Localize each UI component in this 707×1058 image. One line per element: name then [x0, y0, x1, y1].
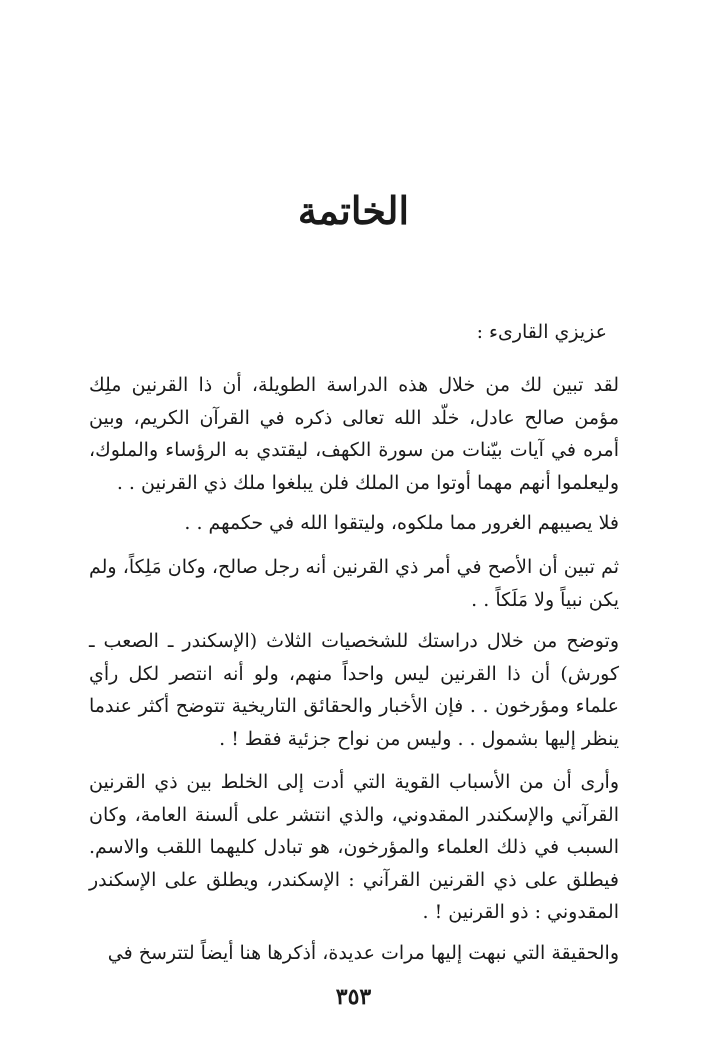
paragraph-4	[89, 625, 619, 755]
paragraph-text: لقد تبين لك من خلال هذه الدراسة الطويلة، أن ذا القرنين ملِك مؤمن صالح عادل، خلّد الله تعالى ذكره في القرآن الكريم، وبين أمره في آيات بيّنات من سورة الكهف، ليقتدي به الرؤساء والملوك، وليعلموا أنهم مهما أوتوا من الملك فلن يبلغوا ملك ذي القرنين . .	[89, 374, 619, 494]
paragraph-3	[89, 551, 619, 616]
paragraph-1	[89, 369, 619, 499]
page-number: ٣٥٣	[335, 984, 372, 1010]
salutation: عزيزي القارىء :	[476, 321, 607, 343]
paragraph-text: فلا يصيبهم الغرور مما ملكوه، وليتقوا الله في حكمهم . .	[184, 512, 619, 534]
paragraph-text: ثم تبين أن الأصح في أمر ذي القرنين أنه رجل صالح، وكان مَلِكاً، ولم يكن نبياً ولا مَلَكاً . .	[89, 556, 619, 611]
paragraph-5	[89, 766, 619, 929]
paragraph-2	[89, 507, 619, 540]
paragraph-text: وتوضح من خلال دراستك للشخصيات الثلاث (الإسكندر ـ الصعب ـ كورش) أن ذا القرنين ليس واحداً منهم، ولو أنه انتصر لكل رأي علماء ومؤرخون . . فإن الأخبار والحقائق التاريخية تتوضح أكثر عندما ينظر إليها بشمول . . وليس من نواح جزئية فقط ! .	[89, 630, 619, 750]
paragraph-text: وأرى أن من الأسباب القوية التي أدت إلى الخلط بين ذي القرنين القرآني والإسكندر المقدوني، والذي انتشر على ألسنة العامة، وكان السبب في ذلك العلماء والمؤرخون، هو تبادل كليهما اللقب والاسم. فيطلق على ذي القرنين القرآني : الإسكندر، ويطلق على الإسكندر المقدوني : ذو القرنين ! .	[89, 771, 619, 923]
paragraph-text: والحقيقة التي نبهت إليها مرات عديدة، أذكرها هنا أيضاً لتترسخ في	[107, 942, 619, 964]
chapter-title: الخاتمة	[297, 188, 410, 233]
paragraph-6	[89, 937, 619, 970]
